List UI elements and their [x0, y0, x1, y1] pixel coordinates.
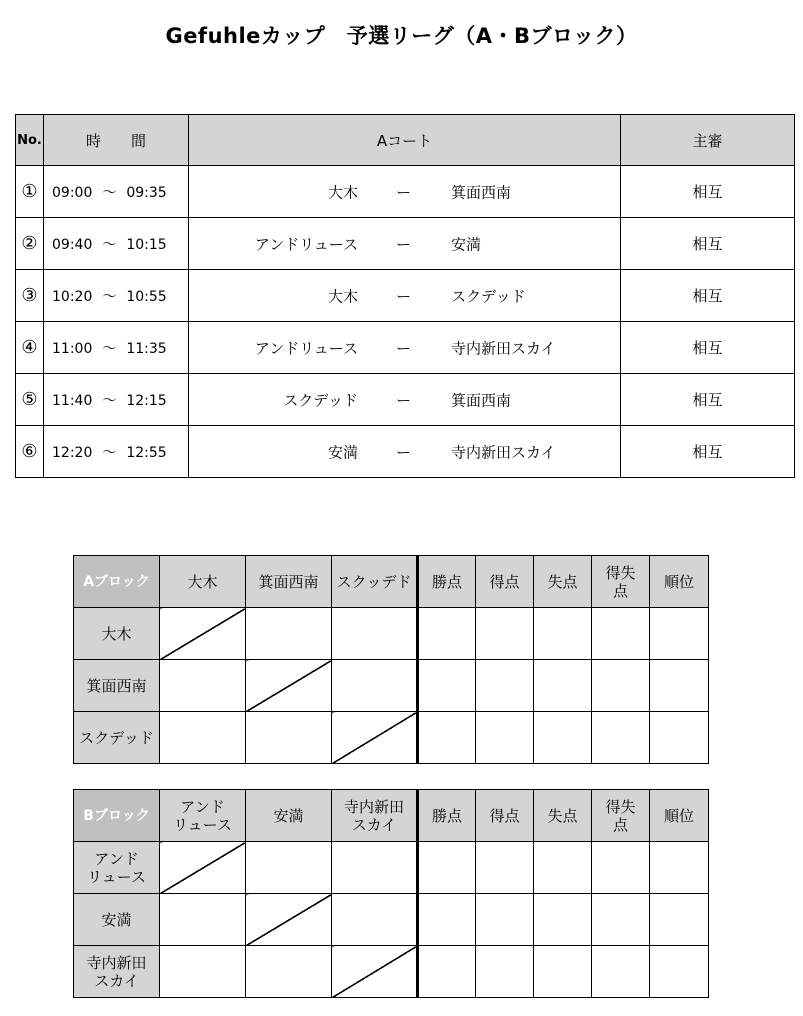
- self-match-cell: [160, 608, 246, 660]
- header-court: Aコート: [189, 115, 621, 166]
- time-separator: ～: [102, 184, 117, 201]
- block-b-header-row: [74, 790, 709, 842]
- result-cell: [160, 660, 246, 712]
- team-row-header: 箕面西南: [74, 660, 160, 712]
- home-team: スクデッド: [283, 391, 358, 409]
- table-row: [16, 322, 795, 374]
- page-title: Gefuhleカップ 予選リーグ（A・Bブロック）: [165, 24, 638, 48]
- scored-cell: [476, 842, 534, 894]
- points-cell: [418, 894, 476, 946]
- referee-cell: 相互: [621, 270, 795, 322]
- team-row-header: 大木: [74, 608, 160, 660]
- result-cell: [246, 946, 332, 998]
- referee-cell: 相互: [621, 374, 795, 426]
- match-time: [44, 270, 189, 322]
- table-row: [16, 218, 795, 270]
- referee-cell: 相互: [621, 166, 795, 218]
- scored-header: 得点: [476, 556, 534, 608]
- team-column-header: 寺内新田 スカイ: [332, 790, 418, 842]
- result-cell: [332, 608, 418, 660]
- points-cell: [418, 712, 476, 764]
- header-time: 時 間: [44, 115, 189, 166]
- match-time: [44, 166, 189, 218]
- start-time: 11:40: [52, 392, 93, 409]
- match-time: [44, 218, 189, 270]
- home-team: アンドリュース: [254, 339, 358, 357]
- match-time: [44, 374, 189, 426]
- result-cell: [332, 660, 418, 712]
- conceded-cell: [534, 946, 592, 998]
- header-referee: 主審: [621, 115, 795, 166]
- away-team: 安満: [451, 235, 482, 253]
- end-time: 11:35: [126, 340, 167, 357]
- schedule-header-row: [16, 115, 795, 166]
- table-row: [74, 660, 709, 712]
- result-cell: [160, 946, 246, 998]
- table-row: [16, 426, 795, 478]
- goal-diff-cell: [592, 946, 650, 998]
- scored-cell: [476, 608, 534, 660]
- team-row-header: 寺内新田 スカイ: [74, 946, 160, 998]
- home-team: 大木: [327, 183, 358, 201]
- end-time: 10:55: [126, 288, 167, 305]
- goal-diff-cell: [592, 608, 650, 660]
- start-time: 09:00: [52, 184, 93, 201]
- rank-cell: [650, 894, 709, 946]
- match-no: ③: [16, 270, 44, 322]
- block-a-label: Aブロック: [74, 556, 160, 608]
- rank-cell: [650, 608, 709, 660]
- end-time: 12:55: [126, 444, 167, 461]
- conceded-header: 失点: [534, 556, 592, 608]
- match-no: ⑤: [16, 374, 44, 426]
- team-row-header: スクデッド: [74, 712, 160, 764]
- scored-cell: [476, 894, 534, 946]
- goal-diff-cell: [592, 842, 650, 894]
- time-separator: ～: [102, 288, 117, 305]
- points-cell: [418, 842, 476, 894]
- conceded-header: 失点: [534, 790, 592, 842]
- schedule-table: [15, 114, 795, 478]
- referee-cell: 相互: [621, 322, 795, 374]
- rank-cell: [650, 842, 709, 894]
- table-row: [16, 374, 795, 426]
- team-column-header: 箕面西南: [246, 556, 332, 608]
- home-team: 安満: [327, 443, 358, 461]
- points-cell: [418, 946, 476, 998]
- block-b-table: [73, 789, 709, 998]
- self-match-cell: [246, 660, 332, 712]
- goal-diff-cell: [592, 712, 650, 764]
- result-cell: [332, 842, 418, 894]
- result-cell: [246, 712, 332, 764]
- rank-cell: [650, 712, 709, 764]
- table-row: [74, 712, 709, 764]
- versus-dash: ー: [396, 183, 412, 201]
- table-row: [16, 270, 795, 322]
- versus-dash: ー: [396, 287, 412, 305]
- block-a-header-row: [74, 556, 709, 608]
- away-team: 寺内新田スカイ: [451, 339, 556, 357]
- end-time: 12:15: [126, 392, 167, 409]
- end-time: 10:15: [126, 236, 167, 253]
- scored-cell: [476, 712, 534, 764]
- table-row: [74, 946, 709, 998]
- time-separator: ～: [102, 444, 117, 461]
- team-column-header: 大木: [160, 556, 246, 608]
- match-pairing: [189, 218, 621, 270]
- result-cell: [246, 608, 332, 660]
- time-separator: ～: [102, 236, 117, 253]
- match-pairing: [189, 374, 621, 426]
- block-a-table: [73, 555, 709, 764]
- goal-diff-header: 得失 点: [592, 790, 650, 842]
- goal-diff-cell: [592, 894, 650, 946]
- goal-diff-header: 得失 点: [592, 556, 650, 608]
- result-cell: [160, 712, 246, 764]
- self-match-cell: [160, 842, 246, 894]
- scored-header: 得点: [476, 790, 534, 842]
- conceded-cell: [534, 608, 592, 660]
- away-team: スクデッド: [451, 287, 526, 305]
- self-match-cell: [332, 712, 418, 764]
- home-team: アンドリュース: [254, 235, 358, 253]
- team-row-header: 安満: [74, 894, 160, 946]
- header-no: No.: [16, 115, 44, 166]
- match-pairing: [189, 322, 621, 374]
- table-row: [74, 894, 709, 946]
- points-header: 勝点: [418, 790, 476, 842]
- match-time: [44, 426, 189, 478]
- start-time: 12:20: [52, 444, 93, 461]
- conceded-cell: [534, 842, 592, 894]
- match-pairing: [189, 166, 621, 218]
- team-row-header: アンド リュース: [74, 842, 160, 894]
- away-team: 箕面西南: [451, 391, 512, 409]
- time-separator: ～: [102, 340, 117, 357]
- match-no: ⑥: [16, 426, 44, 478]
- team-column-header: スクッデド: [332, 556, 418, 608]
- goal-diff-cell: [592, 660, 650, 712]
- match-pairing: [189, 270, 621, 322]
- table-row: [16, 166, 795, 218]
- referee-cell: 相互: [621, 426, 795, 478]
- block-b-label: Bブロック: [74, 790, 160, 842]
- table-row: [74, 842, 709, 894]
- result-cell: [332, 894, 418, 946]
- team-column-header: 安満: [246, 790, 332, 842]
- start-time: 11:00: [52, 340, 93, 357]
- home-team: 大木: [327, 287, 358, 305]
- scored-cell: [476, 946, 534, 998]
- result-cell: [160, 894, 246, 946]
- rank-header: 順位: [650, 790, 709, 842]
- rank-header: 順位: [650, 556, 709, 608]
- rank-cell: [650, 660, 709, 712]
- match-no: ①: [16, 166, 44, 218]
- referee-cell: 相互: [621, 218, 795, 270]
- away-team: 箕面西南: [451, 183, 512, 201]
- end-time: 09:35: [126, 184, 167, 201]
- match-time: [44, 322, 189, 374]
- match-no: ②: [16, 218, 44, 270]
- versus-dash: ー: [396, 443, 412, 461]
- versus-dash: ー: [396, 339, 412, 357]
- self-match-cell: [332, 946, 418, 998]
- rank-cell: [650, 946, 709, 998]
- self-match-cell: [246, 894, 332, 946]
- start-time: 10:20: [52, 288, 93, 305]
- points-header: 勝点: [418, 556, 476, 608]
- scored-cell: [476, 660, 534, 712]
- away-team: 寺内新田スカイ: [451, 443, 556, 461]
- conceded-cell: [534, 660, 592, 712]
- points-cell: [418, 660, 476, 712]
- match-no: ④: [16, 322, 44, 374]
- match-pairing: [189, 426, 621, 478]
- result-cell: [246, 842, 332, 894]
- table-row: [74, 608, 709, 660]
- versus-dash: ー: [396, 391, 412, 409]
- conceded-cell: [534, 894, 592, 946]
- conceded-cell: [534, 712, 592, 764]
- start-time: 09:40: [52, 236, 93, 253]
- versus-dash: ー: [396, 235, 412, 253]
- points-cell: [418, 608, 476, 660]
- team-column-header: アンド リュース: [160, 790, 246, 842]
- time-separator: ～: [102, 392, 117, 409]
